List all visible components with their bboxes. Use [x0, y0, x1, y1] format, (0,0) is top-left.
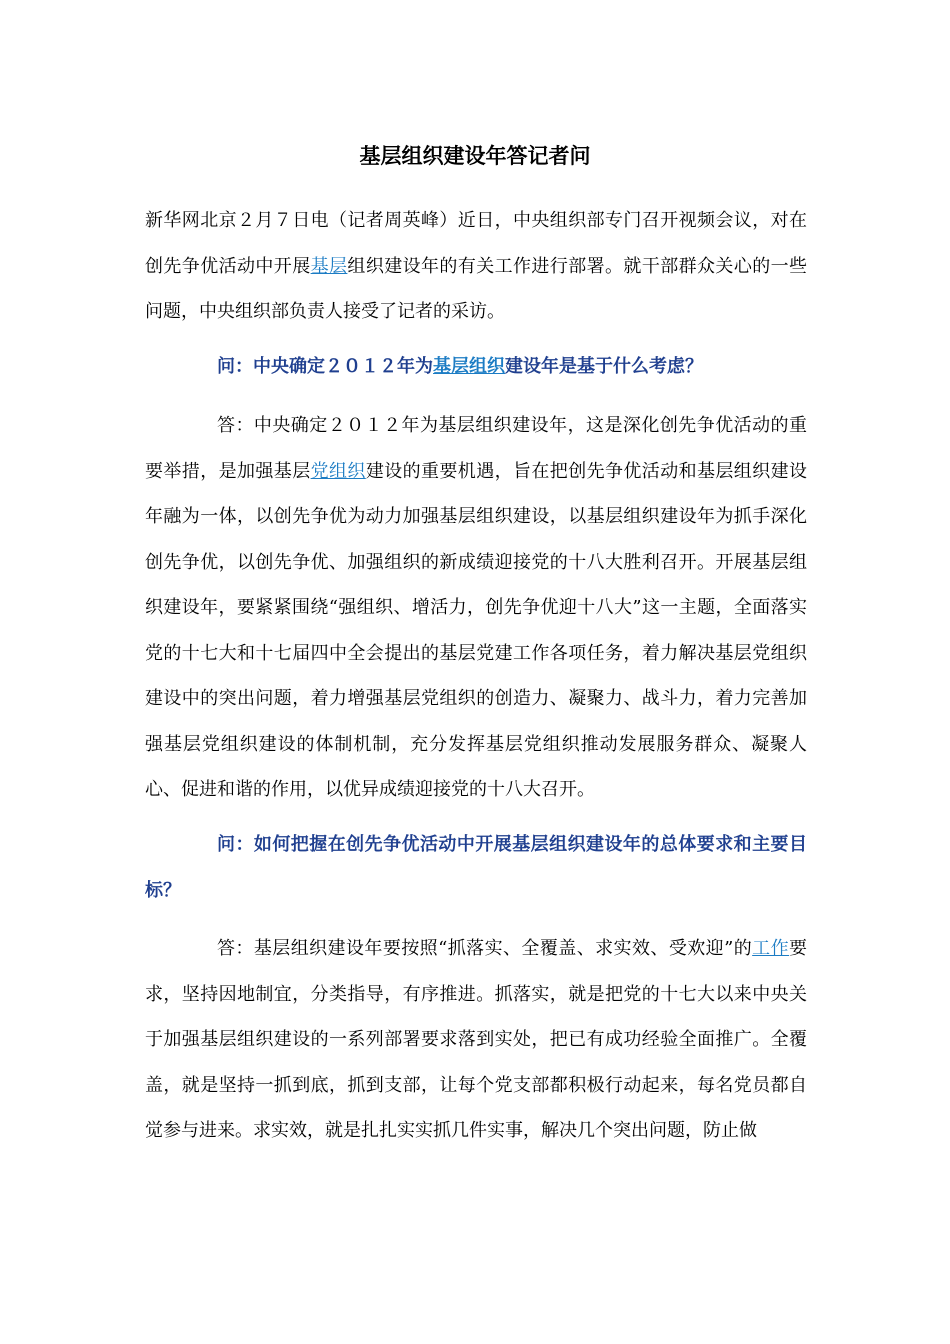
question-1 — [145, 344, 807, 390]
intro-text-after: 组织建设年的有关工作进行部署。就干部群众关心的一些问题，中央组织部负责人接受了记者的采访。 — [145, 255, 808, 322]
answer-1-before: 答：中央确定２０１２年为基层组织建设年，这是深化创先争优活动的重要举措，是加强基层 — [145, 415, 807, 482]
answer-1-after: 建设的重要机遇，旨在把创先争优活动和基层组织建设年融为一体，以创先争优为动力加强基层组织建设，以基层组织建设年为抓手深化创先争优，以创先争优、加强组织的新成绩迎接党的十八大胜利召开。开展基层组织建设年，要紧紧围绕“强组织、增活力，创先争优迎十八大”这一主题，全面落实党的十七大和十七届四中全会提出的基层党建工作各项任务，着力解决基层党组织建设中的突出问题，着力增强基层党组织的创造力、凝聚力、战斗力，着力完善加强基层党组织建设的体制机制，充分发挥基层党组织推动发展服务群众、凝聚人心、促进和谐的作用，以优异成绩迎接党的十八大召开。 — [145, 460, 808, 800]
question-2-text: 问：如何把握在创先争优活动中开展基层组织建设年的总体要求和主要目标？ — [145, 834, 807, 901]
answer-1 — [145, 403, 807, 813]
question-1-after: 建设年是基于什么考虑？ — [505, 356, 703, 377]
question-1-link[interactable]: 基层组织 — [433, 356, 505, 377]
answer-2 — [145, 926, 807, 1154]
answer-2-before: 答：基层组织建设年要按照“抓落实、全覆盖、求实效、受欢迎”的 — [217, 938, 753, 959]
answer-1-link[interactable]: 党组织 — [310, 460, 366, 482]
question-2 — [145, 822, 807, 913]
intro-paragraph — [145, 198, 807, 335]
intro-link[interactable]: 基层 — [310, 255, 348, 277]
answer-2-link[interactable]: 工作 — [752, 938, 790, 959]
answer-2-after: 要求，坚持因地制宜，分类指导，有序推进。抓落实，就是把党的十七大以来中央关于加强基层组织建设的一系列部署要求落到实处，把已有成功经验全面推广。全覆盖，就是坚持一抓到底，抓到支部，让每个党支部都积极行动起来，每名党员都自觉参与进来。求实效，就是扎扎实实抓几件实事，解决几个突出问题，防止做 — [145, 938, 808, 1141]
intro-text-before: 新华网北京２月７日电（记者周英峰）近日，中央组织部专门召开视频会议，对在创先争优活动中开展 — [145, 210, 807, 277]
page-title: 基层组织建设年答记者问 — [359, 143, 591, 168]
question-1-before: 问：中央确定２０１２年为 — [217, 356, 433, 377]
